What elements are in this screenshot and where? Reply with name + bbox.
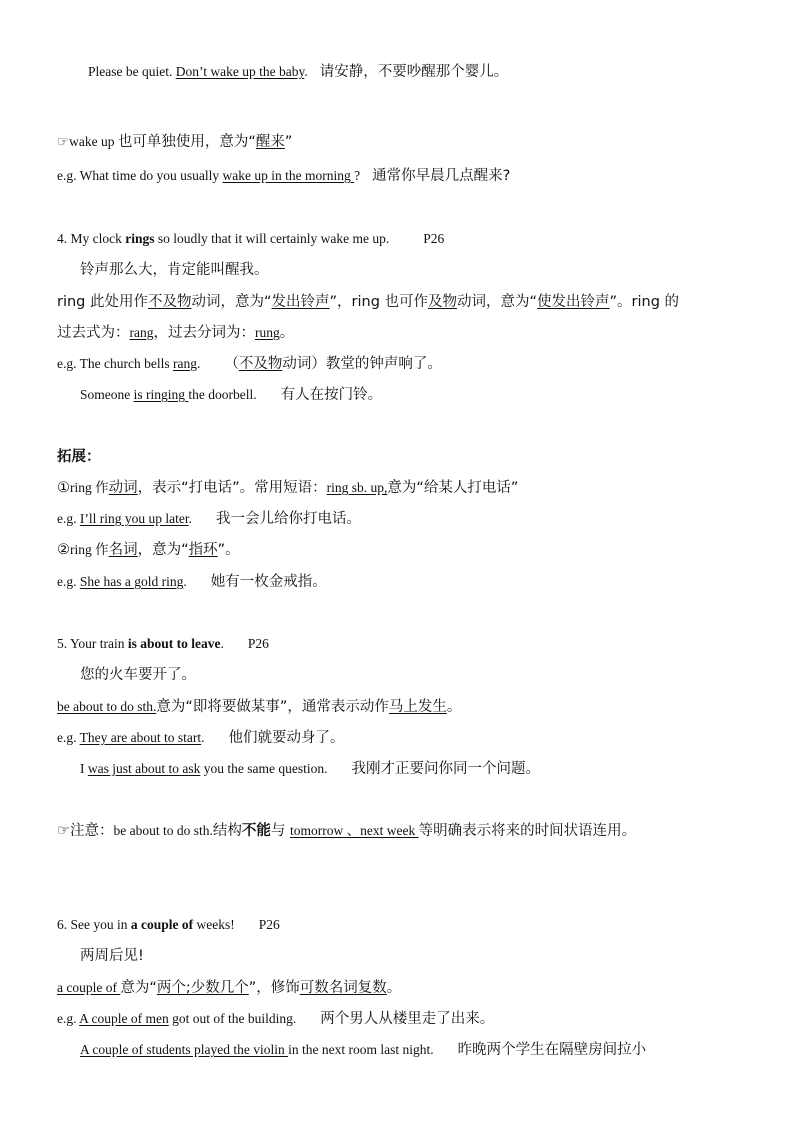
note-line: ☞wake up 也可单独使用，意为“醒来”: [57, 134, 293, 150]
translation-line: 铃声那么大，肯定能叫醒我。: [80, 262, 269, 278]
example-line: e.g. They are about to start. 他们就要动身了。: [57, 730, 345, 746]
example-line: Please be quiet. Don’t wake up the baby. 请安静，不要吵醒那个婴儿。: [88, 64, 509, 80]
explanation-line: ring 此处用作不及物动词，意为“发出铃声”，ring 也可作及物动词，意为“使发出铃声”。ring 的: [57, 294, 680, 310]
extension-heading: 拓展：: [57, 449, 101, 465]
explanation-line: ②ring 作名词，意为“指环”。: [57, 542, 240, 558]
translation-line: 两周后见!: [80, 948, 144, 964]
section-heading: 6. See you in a couple of weeks! P26: [57, 917, 280, 932]
section-heading: 4. My clock rings so loudly that it will certainly wake me up. P26: [57, 231, 445, 246]
explanation-line: 过去式为：rang，过去分词为：rung。: [57, 325, 295, 341]
example-line: A couple of students played the violin in the next room last night. 昨晚两个学生在隔壁房间拉小: [80, 1042, 647, 1058]
note-line: ☞注意：be about to do sth.结构不能与 tomorrow 、next week 等明确表示将来的时间状语连用。: [57, 823, 637, 839]
explanation-line: a couple of 意为“两个;少数几个”，修饰可数名词复数。: [57, 980, 402, 996]
translation-line: 您的火车要开了。: [80, 667, 196, 683]
explanation-line: be about to do sth.意为“即将要做某事”，通常表示动作马上发生。: [57, 699, 462, 715]
example-line: e.g. The church bells rang. （不及物动词）教堂的钟声响了。: [57, 356, 442, 372]
example-line: I was just about to ask you the same question. 我刚才正要问你同一个问题。: [80, 761, 540, 777]
section-heading: 5. Your train is about to leave. P26: [57, 636, 269, 651]
example-line: e.g. I’ll ring you up later. 我一会儿给你打电话。: [57, 511, 361, 527]
example-line: Someone is ringing the doorbell. 有人在按门铃。: [80, 387, 383, 403]
example-line: e.g. A couple of men got out of the building. 两个男人从楼里走了出来。: [57, 1011, 495, 1027]
example-line: e.g. She has a gold ring. 她有一枚金戒指。: [57, 574, 327, 590]
example-line: e.g. What time do you usually wake up in the morning ? 通常你早晨几点醒来?: [57, 168, 511, 184]
explanation-line: ①ring 作动词，表示“打电话”。常用短语：ring sb. up,意为“给某人打电话”: [57, 480, 519, 496]
